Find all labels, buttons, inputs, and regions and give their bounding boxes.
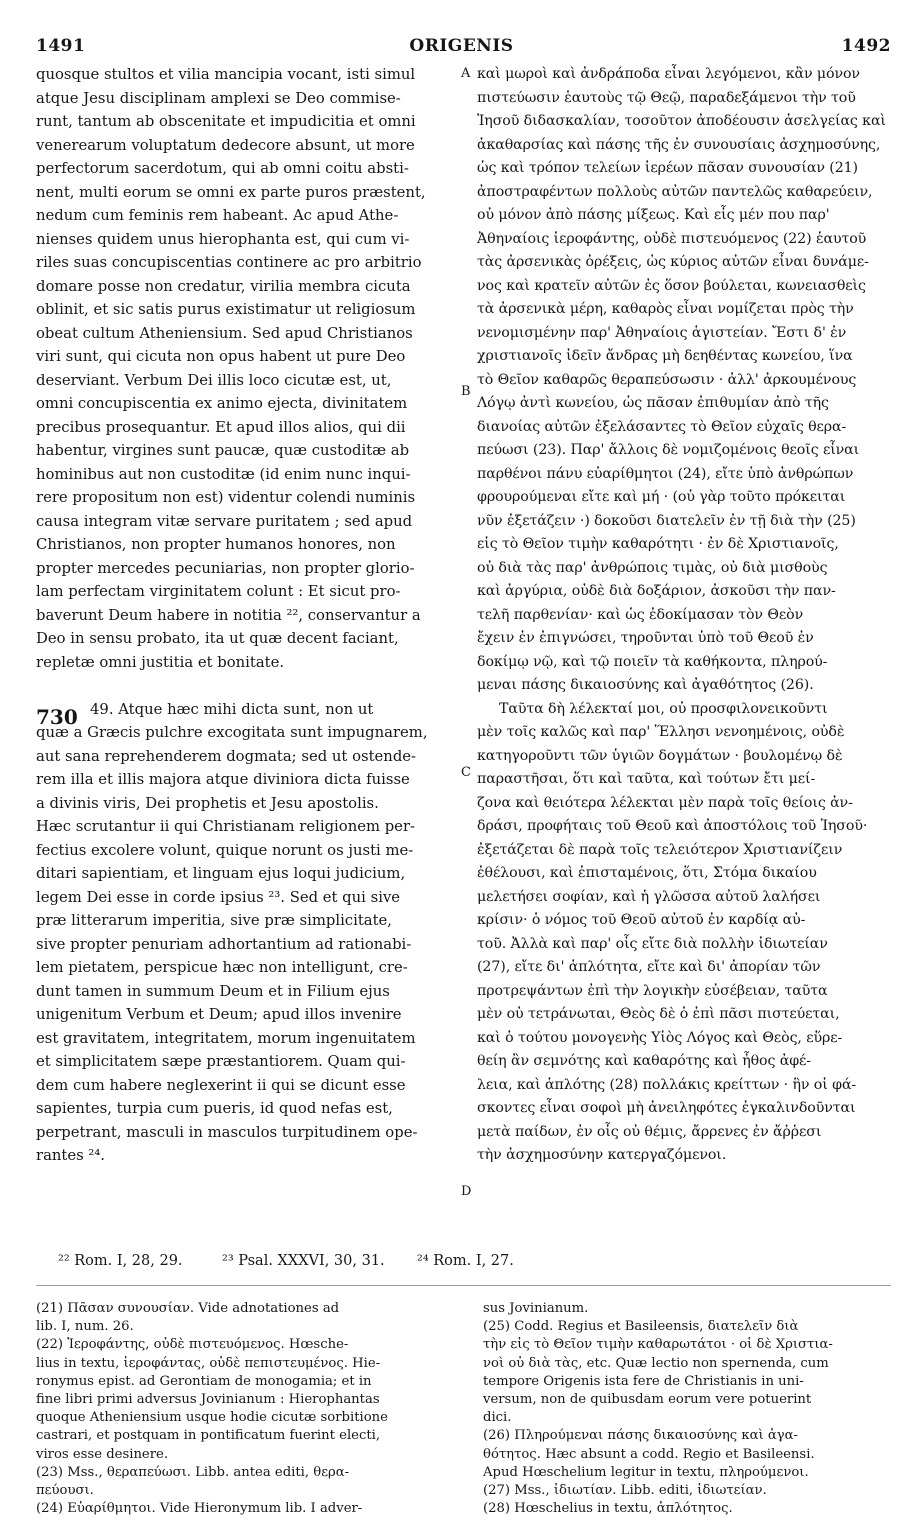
bible-ref-22: ²² Rom. I, 28, 29. [58,1253,183,1269]
page-number-left: 1491 [36,36,86,56]
greek-line: φρουρούμεναι εἴτε καὶ μή · (οὐ γὰρ τοῦτο πρόκειται [477,489,846,505]
footnotes-left: (23) Mss., θεραπεύωσι. Libb. antea editi, θερα- [36,1464,350,1480]
latin-line: nedum cum feminis rem habeant. Ac apud Athe- [36,207,399,224]
latin-line: propter mercedes pecuniarias, non propter glorio- [36,559,415,577]
latin-line: oblinit, et sic satis purus existimatur ut religiosum [36,301,416,318]
greek-line: θείη ἂν σεμνότης καὶ καθαρότης καὶ ἦθος ἀφέ- [477,1053,812,1069]
greek-line: νενομισμένην παρ' Ἀθηναίοις ἁγιστείαν. Ἔστι δ' ἐν [477,324,847,341]
greek-line: τὰ ἀρσενικὰ μέρη, καθαρὸς εἶναι νομίζεται πρὸς τὴν [477,301,854,317]
margin-marker-d: D [461,1184,472,1199]
latin-line: perpetrant, masculi in masculos turpitudinem ope- [36,1123,418,1141]
footnotes-right: (27) Mss., ἰδιωτίαν. Libb. editi, ἰδιωτείαν. [483,1483,767,1498]
footnotes-left: (22) Ἱεροφάντης, οὐδὲ πιστευόμενος. Hœsche- [36,1337,349,1353]
latin-line: rere propositum non est) videntur colendi numinis [36,489,416,506]
footnotes-right: sus Jovinianum. [483,1301,589,1316]
greek-line: (27), εἴτε δι' ἁπλότητα, εἴτε καὶ δι' ἀπορίαν τῶν [477,959,821,975]
latin-line: sive propter penuriam adhortantium ad rationabi- [36,935,412,953]
latin-line: nienses quidem unus hierophanta est, qui cum vi- [36,230,410,248]
latin-line: sapientes, turpia cum pueris, id quod nefas est, [36,1100,393,1117]
greek-line: κατηγοροῦντι τῶν ὑγιῶν δογμάτων · βουλομένῳ δὲ [477,747,843,764]
footnotes-left: (21) Πᾶσαν συνουσίαν. Vide adnotationes ad [36,1301,340,1316]
latin-line: a divinis viris, Dei prophetis et Jesu apostolis. [36,794,379,812]
greek-line: ἐθέλουσι, καὶ ἐπισταμένοις, ὅτι, Στόμα δικαίου [477,865,817,881]
greek-line: σκοντες εἶναι σοφοὶ μὴ ἀνειληφότες ἐγκαλινδοῦνται [477,1100,856,1116]
footnotes-right: τὴν εἰς τὸ Θεῖον τιμὴν καθαρωτάτοι · οἱ δὲ Χριστια- [483,1337,833,1353]
latin-line: venerearum voluptatum dedecore absunt, ut more [36,136,415,154]
greek-line: τὴν ἀσχημοσύνην κατεργαζόμενοι. [477,1147,727,1163]
greek-line: μελετήσει σοφίαν, καὶ ἡ γλῶσσα αὐτοῦ λαλήσει [477,888,821,905]
footnotes-left: viros esse desinere. [36,1446,169,1462]
bible-ref-23: ²³ Psal. XXXVI, 30, 31. [222,1253,385,1269]
greek-line: μεναι πάσης δικαιοσύνης καὶ ἀγαθότητος (26). [477,677,814,693]
greek-line: καὶ μωροὶ καὶ ἀνδράποδα εἶναι λεγόμενοι, κἂν μόνον [477,66,860,82]
latin-line: dem cum habere neglexerint ii qui se dicunt esse [36,1076,406,1094]
greek-line: οὐ μόνον ἀπὸ πάσης μίξεως. Καὶ εἷς μέν που παρ' [477,207,830,223]
footnotes-right: θότητος. Hæc absunt a codd. Regio et Basileensi. [483,1446,815,1462]
greek-line: ζονα καὶ θειότερα λέλεκται μὲν παρὰ τοῖς θείοις ἀν- [477,794,853,811]
greek-line: μὲν τοῖς καλῶς καὶ παρ' Ἕλλησι νενοημένοις, οὐδὲ [477,724,845,740]
latin-line: runt, tantum ab obscenitate et impudicitia et omni [36,113,416,130]
footnotes-left: castrari, et postquam in pontificatum fuerint electi, [36,1428,381,1444]
greek-line: ἔχειν ἐν ἐπιγνώσει, τηροῦνται ὑπὸ τοῦ Θεοῦ ἐν [477,630,814,646]
greek-line: δράσι, προφήταις τοῦ Θεοῦ καὶ ἀποστόλοις τοῦ Ἰησοῦ· [477,818,868,834]
footnotes-left: lib. I, num. 26. [36,1319,134,1335]
greek-line: προτρεψάντων ἐπὶ τὴν λογικὴν εὐσέβειαν, ταῦτα [477,982,828,999]
latin-line: domare posse non credatur, virilia membra cicuta [36,277,411,295]
footnotes-right: versum, non de quibusdam eorum vere potuerint [483,1392,812,1407]
latin-line: quosque stultos et vilia mancipia vocant, isti simul [36,66,416,83]
latin-line: Christianos, non propter humanos honores, non [36,536,396,553]
greek-line: ἐξετάζεται δὲ παρὰ τοῖς τελειότερον Χριστιανίζειν [477,841,843,858]
margin-marker-b: B [461,384,471,399]
margin-marker-a: A [461,66,471,81]
greek-line: Λόγῳ ἀντὶ κωνείου, ὡς πᾶσαν ἐπιθυμίαν ἀπὸ τῆς [477,395,829,411]
greek-line: νῦν ἐξετάζειν ·) δοκοῦσι διατελεῖν ἐν τῇ διὰ τὴν (25) [477,512,856,529]
latin-line: fectius excolere volunt, quique norunt os justi me- [36,841,414,859]
greek-line: Ἰησοῦ διδασκαλίαν, τοσοῦτον ἀποδέουσιν ἀσελγείας καὶ [477,113,886,129]
latin-line: hominibus aut non custoditæ (id enim nunc inqui- [36,465,411,483]
latin-line: baverunt Deum habere in notitia ²², conservantur a [36,606,421,624]
latin-line: præ litterarum imperitia, sive præ simplicitate, [36,912,392,929]
greek-line: τὸ Θεῖον καθαρῶς θεραπεύσωσιν · ἀλλ' ἀρκουμένους [477,371,857,388]
greek-line: διανοίας αὐτῶν ἐξελάσαντες τὸ Θεῖον εὐχαῖς θερα- [477,418,847,435]
footnotes-left: lius in textu, ἱεροφάντας, οὐδὲ πεπιστευμένος. Hie- [36,1355,381,1371]
latin-line: habentur, virgines sunt paucæ, quæ custoditæ ab [36,442,410,459]
greek-line: καὶ ἀργύρια, οὐδὲ διὰ δοξάριον, ἀσκοῦσι τὴν παν- [477,583,836,599]
latin-line: quæ a Græcis pulchre excogitata sunt impugnarem, [36,724,428,741]
greek-line: ἀποστραφέντων πολλοὺς αὐτῶν παντελῶς καθαρεύειν, [477,183,873,200]
latin-line: riles suas concupiscentias continere ac pro arbitrio [36,254,422,271]
greek-line: τοῦ. Ἀλλὰ καὶ παρ' οἷς εἴτε διὰ πολλὴν ἰδιωτείαν [477,935,828,952]
greek-line: ἀκαθαρσίας καὶ πάσης τῆς ἐν συνουσίαις ἀσχημοσύνης, [477,136,881,153]
footnotes-left: quoque Atheniensium usque hodie cicutæ sorbitione [36,1410,388,1426]
footnotes-right: (28) Hœschelius in textu, ἀπλότητος. [483,1501,733,1517]
latin-line: nent, multi eorum se omni ex parte puros præstent, [36,183,426,201]
latin-line: atque Jesu disciplinam amplexi se Deo commise- [36,89,401,107]
greek-line: πιστεύωσιν ἑαυτοὺς τῷ Θεῷ, παραδεξάμενοι τὴν τοῦ [477,89,856,106]
greek-line: πεύωσι (23). Παρ' ἄλλοις δὲ νομιζομένοις θεοῖς εἶναι [477,442,860,458]
footnotes-left: πεύουσι. [36,1483,94,1498]
greek-line: παρθένοι πάνυ εὐαρίθμητοι (24), εἴτε ὑπὸ ἀνθρώπων [477,465,854,482]
latin-line: repletæ omni justitia et bonitate. [36,653,285,671]
greek-line: παραστῆσαι, ὅτι καὶ ταῦτα, καὶ τούτων ἔτι μεί- [477,771,816,787]
greek-line: εἰς τὸ Θεῖον τιμὴν καθαρότητι · ἐν δὲ Χριστιανοῖς, [477,536,839,552]
footnotes-left: ronymus epist. ad Gerontiam de monogamia; et in [36,1373,372,1389]
latin-line: lem pietatem, perspicue hæc non intelligunt, cre- [36,959,408,976]
bible-ref-24: ²⁴ Rom. I, 27. [417,1253,514,1269]
footnotes-right: (26) Πληρούμεναι πάσης δικαιοσύνης καὶ ἀγα- [483,1428,799,1444]
latin-line: precibus prosequantur. Et apud illos alios, qui dii [36,418,406,436]
latin-line: 49. Atque hæc mihi dicta sunt, non ut [90,700,374,718]
latin-line: ditari sapientiam, et linguam ejus loqui judicium, [36,865,406,882]
greek-line: νος καὶ κρατεῖν αὐτῶν ἐς ὅσον βούλεται, κωνειασθεὶς [477,277,866,294]
latin-line: rantes ²⁴. [36,1147,105,1164]
greek-line: μὲν οὐ τετράνωται, Θεὸς δὲ ὁ ἐπὶ πᾶσι πιστεύεται, [477,1006,840,1022]
greek-line: ὡς καὶ τρόπον τελείων ἱερέων πᾶσαν συνουσίαν (21) [477,160,858,176]
latin-line: obeat cultum Atheniensium. Sed apud Christianos [36,324,413,342]
greek-line: Ἀθηναίοις ἱεροφάντης, οὐδὲ πιστευόμενος (22) ἑαυτοῦ [477,230,867,247]
latin-line: lam perfectam virginitatem colunt : Et sicut pro- [36,583,401,600]
latin-line: Deo in sensu probato, ita ut quæ decent faciant, [36,630,399,647]
footnotes-left: fine libri primi adversus Jovinianum : Hierophantas [36,1392,380,1407]
page-number-right: 1492 [841,36,891,56]
greek-line: Ταῦτα δὴ λέλεκταί μοι, οὐ προσφιλονεικοῦντι [499,700,828,717]
latin-line: legem Dei esse in corde ipsius ²³. Sed et qui sive [36,888,401,906]
section-number: 730 [36,705,78,729]
greek-line: καὶ ὁ τούτου μονογενὴς Υἱὸς Λόγος καὶ Θεὸς, εὕρε- [477,1029,843,1046]
greek-line: χριστιανοῖς ἰδεῖν ἄνδρας μὴ δεηθέντας κωνείου, ἵνα [477,348,853,364]
greek-line: τελῆ παρθενίαν· καὶ ὡς ἐδοκίμασαν τὸν Θεὸν [477,606,804,623]
latin-line: Hæc scrutantur ii qui Christianam religionem per- [36,818,416,835]
latin-line: deserviant. Verbum Dei illis loco cicutæ est, ut, [36,371,392,389]
latin-line: viri sunt, qui cicuta non opus habent ut pure Deo [36,348,406,365]
greek-line: δοκίμῳ νῷ, καὶ τῷ ποιεῖν τὰ καθήκοντα, πληρού- [477,653,828,670]
latin-line: et simplicitatem sæpe præstantiorem. Quam qui- [36,1053,406,1070]
greek-line: λεια, καὶ ἁπλότης (28) πολλάκις κρείττων · ἣν οἱ φά- [477,1076,857,1093]
latin-line: unigenitum Verbum et Deum; apud illos invenire [36,1006,402,1023]
greek-line: τὰς ἀρσενικὰς ὀρέξεις, ὡς κύριος αὐτῶν εἶναι δυνάμε- [477,254,869,270]
latin-line: dunt tamen in summum Deum et in Filium ejus [36,982,390,1000]
footnote-divider [36,1285,891,1286]
footnotes-right: tempore Origenis ista fere de Christianis in uni- [483,1373,804,1389]
latin-line: causa integram vitæ servare puritatem ; sed apud [36,512,413,530]
latin-line: perfectorum sacerdotum, qui ab omni coitu absti- [36,160,409,177]
greek-line: οὐ διὰ τὰς παρ' ἀνθρώποις τιμὰς, οὐ διὰ μισθοὺς [477,559,828,576]
latin-line: rem illa et illis majora atque diviniora dicta fuisse [36,771,410,788]
running-title: ORIGENIS [409,36,514,56]
latin-line: omni concupiscentia ex animo ejecta, divinitatem [36,395,408,412]
footnotes-right: Apud Hœschelium legitur in textu, πληρούμενοι. [483,1464,809,1480]
latin-line: est gravitatem, integritatem, morum ingenuitatem [36,1029,416,1047]
footnotes-right: (25) Codd. Regius et Basileensis, διατελεῖν διὰ [483,1319,799,1335]
footnotes-right: νοὶ οὐ διὰ τὰς, etc. Quæ lectio non spernenda, cum [483,1355,829,1371]
margin-marker-c: C [461,765,471,780]
greek-line: μετὰ παίδων, ἐν οἷς οὐ θέμις, ἄρρενες ἐν ἄῤῥεσι [477,1123,822,1140]
footnotes-right: dici. [483,1410,512,1426]
latin-line: aut sana reprehenderem dogmata; sed ut ostende- [36,747,417,765]
greek-line: κρίσιν· ὁ νόμος τοῦ Θεοῦ αὐτοῦ ἐν καρδίᾳ αὐ- [477,912,806,928]
footnotes-left: (24) Εὐαρίθμητοι. Vide Hieronymum lib. I adver- [36,1501,363,1517]
